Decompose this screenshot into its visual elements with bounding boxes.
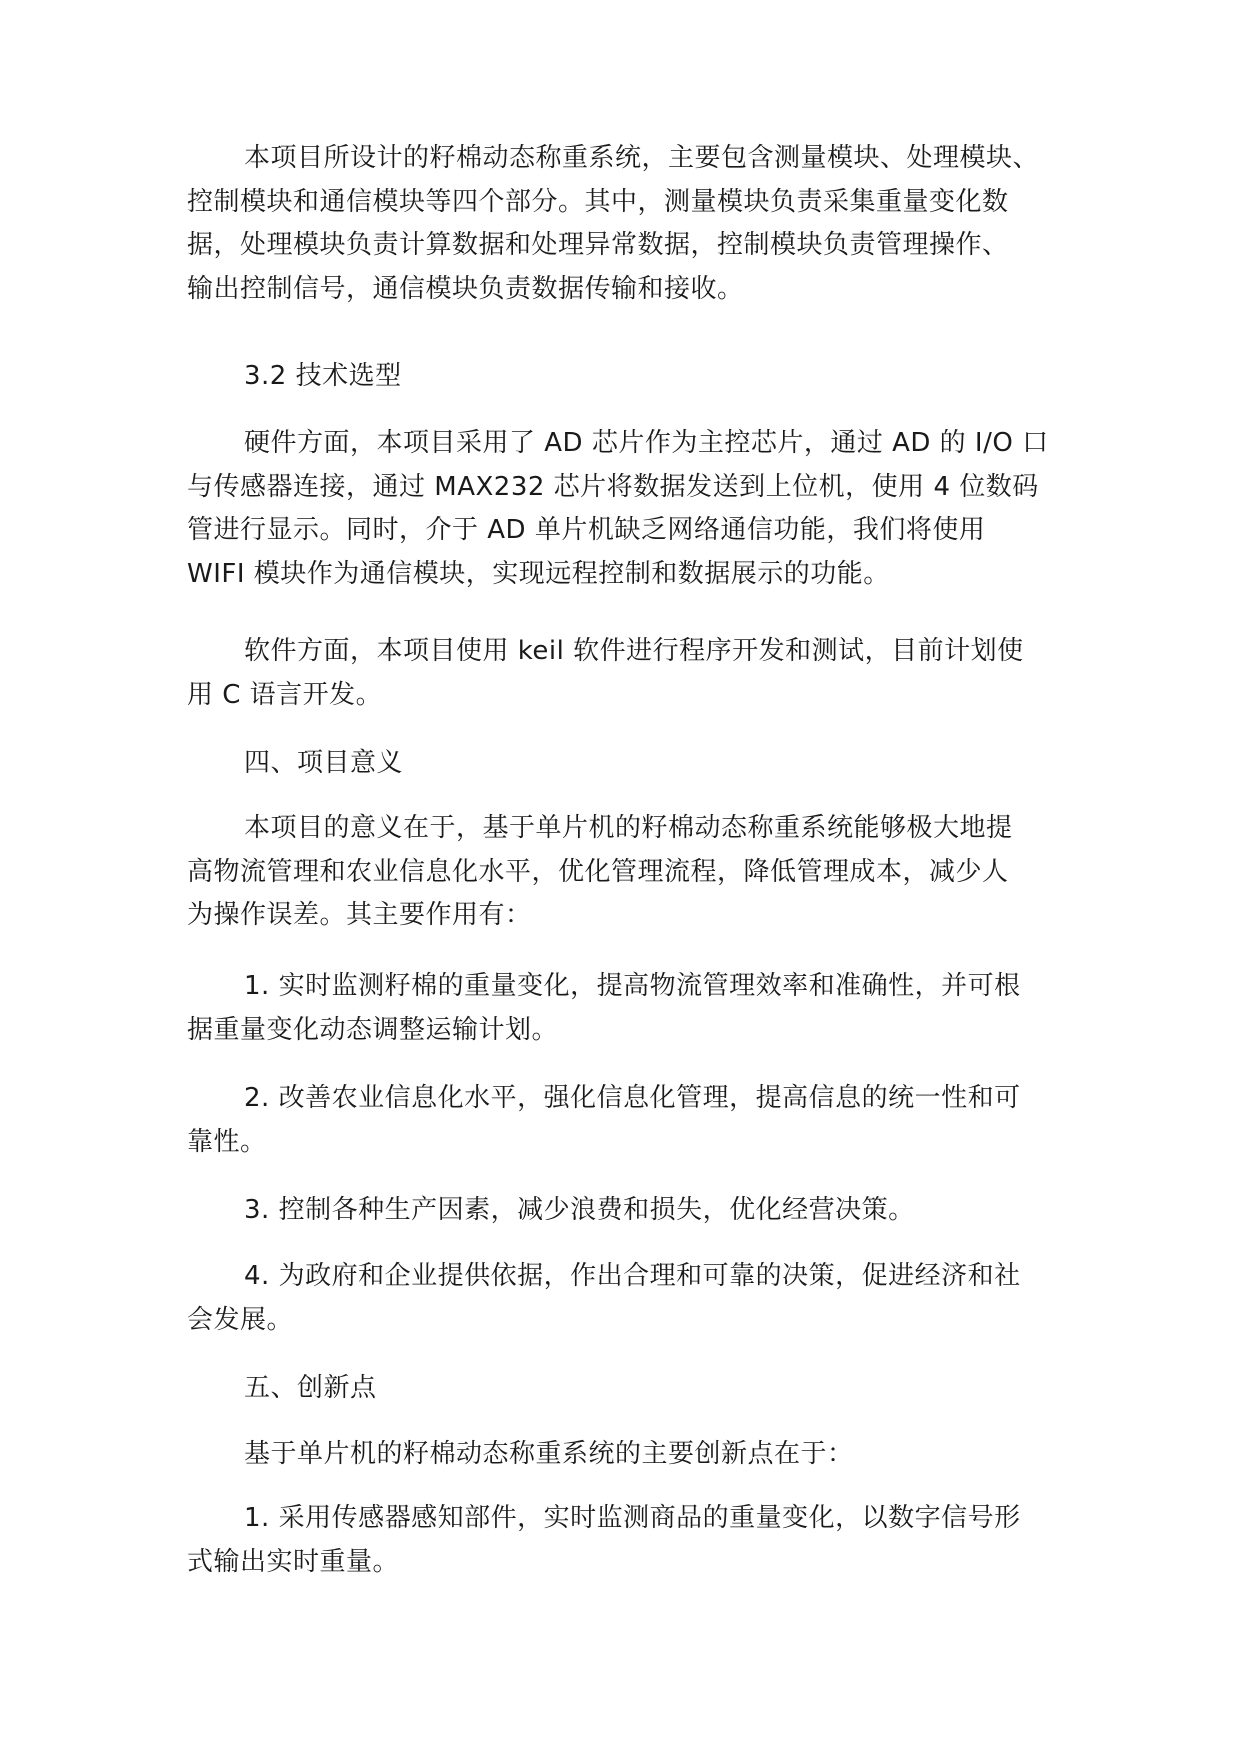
list-item-significance-2 <box>187 1077 1021 1164</box>
text-line: 用 C 语言开发。 <box>187 679 383 710</box>
text-line: 与传感器连接，通过 MAX232 芯片将数据发送到上位机，使用 4 位数码 <box>187 471 1039 502</box>
paragraph-significance <box>187 807 1013 938</box>
text-line: 式输出实时重量。 <box>187 1546 400 1577</box>
text-line: 3. 控制各种生产因素，减少浪费和损失，优化经营决策。 <box>244 1195 915 1225</box>
heading-text: 3.2 技术选型 <box>244 361 402 391</box>
text-line: 基于单片机的籽棉动态称重系统的主要创新点在于： <box>244 1439 854 1469</box>
heading-text: 四、项目意义 <box>244 748 404 778</box>
text-line: 本项目的意义在于，基于单片机的籽棉动态称重系统能够极大地提 <box>244 813 1013 843</box>
text-line: 硬件方面，本项目采用了 AD 芯片作为主控芯片，通过 AD 的 I/O 口 <box>244 428 1049 458</box>
text-line: 靠性。 <box>187 1126 267 1157</box>
list-item-significance-4 <box>187 1255 1021 1342</box>
section-heading-significance <box>187 742 403 786</box>
list-item-significance-1 <box>187 965 1021 1052</box>
text-line: 2. 改善农业信息化水平，强化信息化管理，提高信息的统一性和可 <box>244 1083 1021 1113</box>
paragraph-hardware <box>187 422 1049 596</box>
text-line: 4. 为政府和企业提供依据，作出合理和可靠的决策，促进经济和社 <box>244 1261 1021 1291</box>
heading-text: 五、创新点 <box>244 1373 377 1403</box>
text-line: 输出控制信号，通信模块负责数据传输和接收。 <box>187 273 744 304</box>
text-line: 据重量变化动态调整运输计划。 <box>187 1014 559 1045</box>
paragraph-innovation-intro <box>187 1433 854 1477</box>
paragraph-system-overview <box>187 137 1039 311</box>
text-line: 管进行显示。同时，介于 AD 单片机缺乏网络通信功能，我们将使用 <box>187 515 986 545</box>
list-item-innovation-1 <box>187 1497 1021 1584</box>
text-line: 1. 采用传感器感知部件，实时监测商品的重量变化，以数字信号形 <box>244 1503 1021 1533</box>
section-heading-innovation <box>187 1367 377 1411</box>
text-line: 控制模块和通信模块等四个部分。其中，测量模块负责采集重量变化数 <box>187 186 1009 217</box>
text-line: 软件方面，本项目使用 keil 软件进行程序开发和测试，目前计划使 <box>244 636 1024 666</box>
text-line: 本项目所设计的籽棉动态称重系统，主要包含测量模块、处理模块、 <box>244 143 1040 173</box>
list-item-significance-3 <box>187 1189 915 1233</box>
text-line: 会发展。 <box>187 1304 294 1335</box>
text-line: 1. 实时监测籽棉的重量变化，提高物流管理效率和准确性，并可根 <box>244 971 1021 1001</box>
text-line: WIFI 模块作为通信模块，实现远程控制和数据展示的功能。 <box>187 558 890 589</box>
text-line: 为操作误差。其主要作用有： <box>187 900 532 930</box>
text-line: 据，处理模块负责计算数据和处理异常数据，控制模块负责管理操作、 <box>187 230 1009 260</box>
section-heading-tech-selection <box>187 355 402 399</box>
paragraph-software <box>187 630 1024 717</box>
text-line: 高物流管理和农业信息化水平，优化管理流程，降低管理成本，减少人 <box>187 856 1009 887</box>
